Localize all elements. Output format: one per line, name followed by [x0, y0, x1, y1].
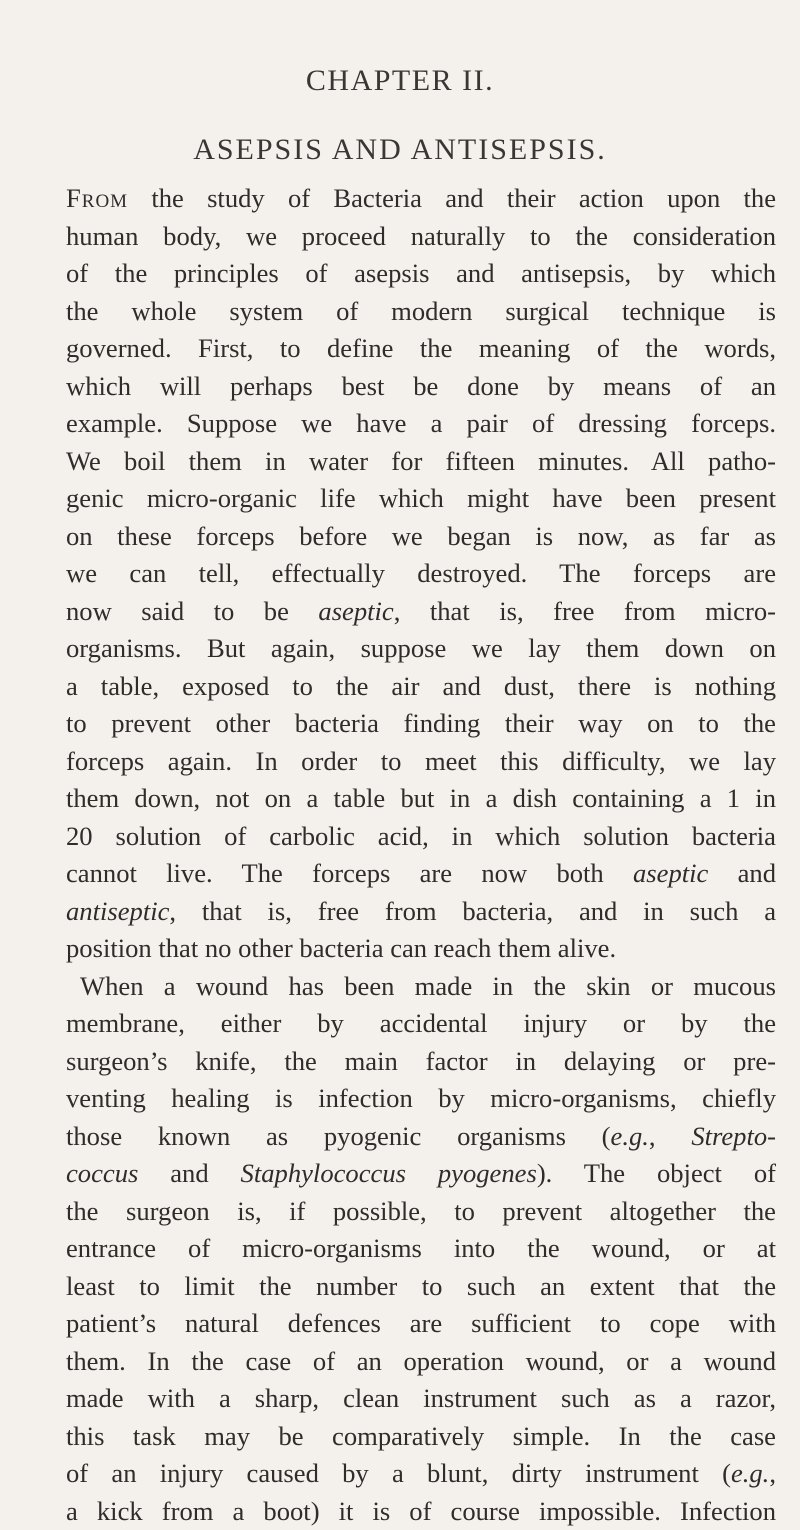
text-line: We boil them in water for fifteen minutes. All patho-: [66, 443, 776, 481]
text-line: entrance of micro-organisms into the wound, or at: [66, 1230, 776, 1268]
text-line: them. In the case of an operation wound, or a wound: [66, 1343, 776, 1381]
body-paragraphs: [66, 180, 776, 1530]
text-line: forceps again. In order to meet this difficulty, we lay: [66, 743, 776, 781]
text-line: patient’s natural defences are sufficient to cope with: [66, 1305, 776, 1343]
chapter-title: ASEPSIS AND ANTISEPSIS.: [0, 133, 800, 167]
text-line: genic micro-organic life which might have been present: [66, 480, 776, 518]
chapter-heading: CHAPTER II.: [0, 64, 800, 98]
text-line: coccus and Staphylococcus pyogenes). The object of: [66, 1155, 776, 1193]
text-line: 20 solution of carbolic acid, in which solution bacteria: [66, 818, 776, 856]
text-line: a table, exposed to the air and dust, there is nothing: [66, 668, 776, 706]
text-line: organisms. But again, suppose we lay them down on: [66, 630, 776, 668]
text-line: made with a sharp, clean instrument such as a razor,: [66, 1380, 776, 1418]
text-line: to prevent other bacteria finding their way on to the: [66, 705, 776, 743]
text-line: cannot live. The forceps are now both aseptic and: [66, 855, 776, 893]
text-line: From the study of Bacteria and their action upon the: [66, 180, 776, 218]
text-line: membrane, either by accidental injury or by the: [66, 1005, 776, 1043]
text-line: this task may be comparatively simple. In the case: [66, 1418, 776, 1456]
text-line: a kick from a boot) it is of course impossible. Infection: [66, 1493, 776, 1530]
text-line: of an injury caused by a blunt, dirty instrument (e.g.,: [66, 1455, 776, 1493]
text-line: now said to be aseptic, that is, free from micro-: [66, 593, 776, 631]
text-line: position that no other bacteria can reach them alive.: [66, 930, 776, 968]
text-line: When a wound has been made in the skin or mucous: [66, 968, 776, 1006]
text-line: of the principles of asepsis and antisepsis, by which: [66, 255, 776, 293]
text-line: the surgeon is, if possible, to prevent altogether the: [66, 1193, 776, 1231]
text-line: antiseptic, that is, free from bacteria, and in such a: [66, 893, 776, 931]
text-line: surgeon’s knife, the main factor in delaying or pre-: [66, 1043, 776, 1081]
text-line: least to limit the number to such an extent that the: [66, 1268, 776, 1306]
text-line: those known as pyogenic organisms (e.g., Strepto-: [66, 1118, 776, 1156]
text-line: the whole system of modern surgical technique is: [66, 293, 776, 331]
text-line: we can tell, effectually destroyed. The forceps are: [66, 555, 776, 593]
text-line: governed. First, to define the meaning of the words,: [66, 330, 776, 368]
text-line: venting healing is infection by micro-organisms, chiefly: [66, 1080, 776, 1118]
text-line: on these forceps before we began is now, as far as: [66, 518, 776, 556]
text-line: example. Suppose we have a pair of dressing forceps.: [66, 405, 776, 443]
text-line: which will perhaps best be done by means of an: [66, 368, 776, 406]
text-line: them down, not on a table but in a dish containing a 1 in: [66, 780, 776, 818]
text-line: human body, we proceed naturally to the consideration: [66, 218, 776, 256]
